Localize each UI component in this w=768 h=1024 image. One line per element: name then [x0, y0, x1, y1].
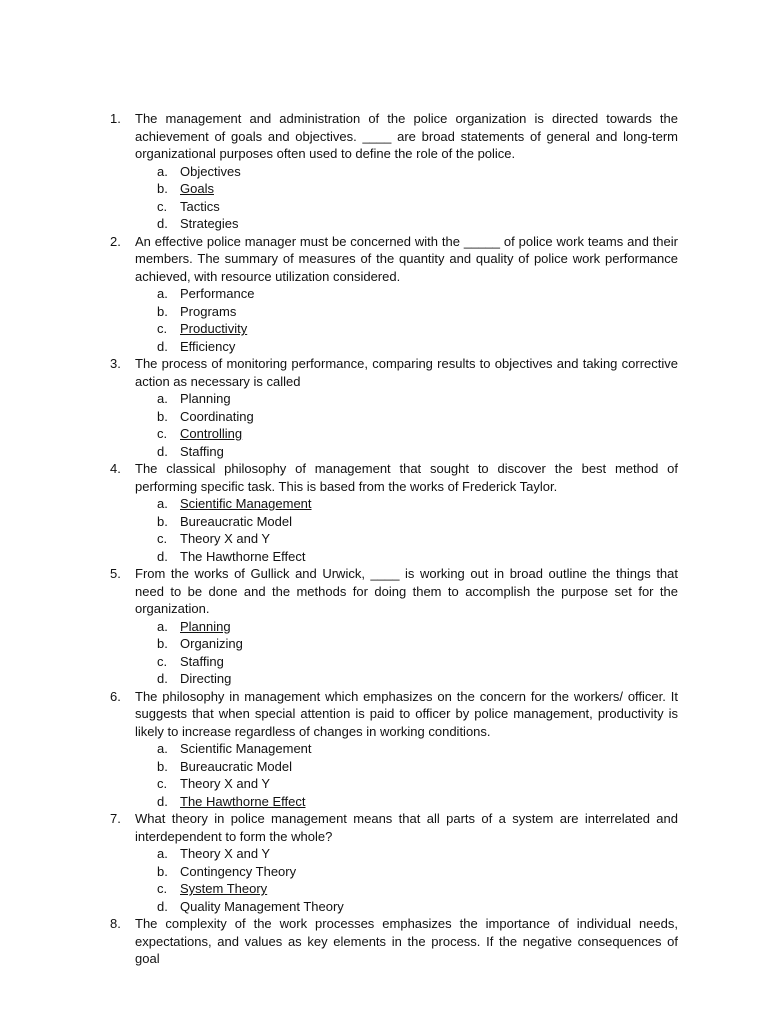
option-text-answer: Productivity: [180, 321, 248, 336]
option-item: [135, 215, 678, 233]
question-item: [110, 355, 678, 460]
option-item: [135, 775, 678, 793]
question-item: [110, 688, 678, 811]
option-item: [135, 443, 678, 461]
option-item: [135, 425, 678, 443]
question-item: [110, 565, 678, 688]
option-list: [135, 390, 678, 460]
option-text: Organizing: [180, 636, 243, 651]
option-text: Tactics: [180, 198, 220, 214]
option-letter: b.: [157, 513, 168, 529]
option-item: [135, 548, 678, 566]
question-body: [135, 110, 678, 233]
question-text: The process of monitoring performance, comparing results to objectives and taking corrective action as necessary is called: [135, 356, 678, 389]
option-letter: b.: [157, 863, 168, 879]
option-letter: b.: [157, 408, 168, 424]
option-item: [135, 618, 678, 636]
option-letter: b.: [157, 758, 168, 774]
option-item: [135, 180, 678, 198]
option-item: [135, 513, 678, 531]
option-letter: c.: [157, 881, 168, 896]
question-number: 6.: [110, 688, 121, 704]
option-text: Quality Management Theory: [180, 898, 344, 914]
question-item: [110, 915, 678, 968]
option-item: [135, 863, 678, 881]
option-item: [135, 495, 678, 513]
option-letter: c.: [157, 198, 168, 214]
option-letter: b.: [157, 181, 168, 196]
option-item: [135, 793, 678, 811]
option-item: [135, 898, 678, 916]
option-item: [135, 880, 678, 898]
option-letter: d.: [157, 338, 168, 354]
option-text: Strategies: [180, 216, 239, 231]
question-number: 5.: [110, 566, 121, 581]
option-item: [135, 320, 678, 338]
option-text: Scientific Management: [180, 741, 312, 756]
question-body: [135, 460, 678, 565]
question-body: [135, 915, 678, 968]
option-letter: d.: [157, 443, 168, 459]
option-item: [135, 845, 678, 863]
option-text: Bureaucratic Model: [180, 513, 292, 529]
option-item: [135, 163, 678, 181]
question-body: [135, 355, 678, 460]
question-text: The complexity of the work processes emphasizes the importance of individual needs, expectations, and values as key elements in the process. If the negative consequences of goal: [135, 916, 678, 966]
option-letter: c.: [157, 776, 168, 791]
question-number: 7.: [110, 811, 121, 826]
option-text: Coordinating: [180, 408, 254, 424]
option-letter: d.: [157, 548, 168, 564]
option-text: Staffing: [180, 653, 224, 669]
option-text: Staffing: [180, 443, 224, 459]
option-list: [135, 495, 678, 565]
question-number: 4.: [110, 461, 121, 476]
option-text-answer: System Theory: [180, 881, 268, 896]
option-letter: a.: [157, 741, 168, 756]
option-text: Bureaucratic Model: [180, 758, 292, 774]
option-text: Directing: [180, 671, 232, 686]
question-body: [135, 233, 678, 356]
option-item: [135, 740, 678, 758]
question-text: The management and administration of the police organization is directed towards the achievement of goals and objectives. ____ are broad statements of general and long-term organizational purposes often used to define the role of the police.: [135, 111, 678, 161]
option-item: [135, 303, 678, 321]
option-letter: a.: [157, 391, 168, 406]
question-text: An effective police manager must be concerned with the _____ of police work teams and their members. The summary of measures of the quantity and quality of police work performance achieved, with resource utilization considered.: [135, 233, 678, 284]
option-list: [135, 618, 678, 688]
option-letter: c.: [157, 426, 168, 441]
option-item: [135, 758, 678, 776]
option-text: Performance: [180, 286, 255, 301]
option-letter: d.: [157, 898, 168, 914]
option-letter: d.: [157, 216, 168, 231]
question-number: 1.: [110, 111, 121, 126]
option-item: [135, 198, 678, 216]
question-text: What theory in police management means that all parts of a system are interrelated and interdependent to form the whole?: [135, 811, 678, 844]
option-item: [135, 670, 678, 688]
option-text-answer: Controlling: [180, 426, 243, 441]
option-text: Programs: [180, 303, 237, 319]
question-body: [135, 688, 678, 811]
option-text: Contingency Theory: [180, 863, 297, 879]
question-number: 3.: [110, 356, 121, 371]
option-letter: c.: [157, 321, 168, 336]
option-letter: a.: [157, 163, 168, 179]
option-item: [135, 408, 678, 426]
option-text-answer: Scientific Management: [180, 496, 312, 511]
option-letter: c.: [157, 653, 168, 669]
question-item: [110, 110, 678, 233]
option-text: Theory X and Y: [180, 776, 271, 791]
option-text: Efficiency: [180, 338, 236, 354]
option-item: [135, 653, 678, 671]
option-text: Planning: [180, 391, 231, 406]
question-number: 8.: [110, 916, 121, 931]
option-letter: a.: [157, 496, 168, 511]
option-item: [135, 285, 678, 303]
question-item: [110, 810, 678, 915]
question-item: [110, 460, 678, 565]
option-text: Theory X and Y: [180, 846, 271, 861]
option-letter: d.: [157, 671, 168, 686]
option-list: [135, 845, 678, 915]
option-text-answer: Goals: [180, 181, 214, 196]
option-letter: a.: [157, 618, 168, 634]
option-letter: b.: [157, 636, 168, 651]
option-item: [135, 338, 678, 356]
option-text: The Hawthorne Effect: [180, 548, 306, 564]
option-list: [135, 740, 678, 810]
question-text: The philosophy in management which emphasizes on the concern for the workers/ officer. It suggests that when special attention is paid to officer by police management, productivity is likely to increase regardless of changes in working conditions.: [135, 688, 678, 739]
option-item: [135, 390, 678, 408]
question-text: The classical philosophy of management that sought to discover the best method of performing specific task. This is based from the works of Frederick Taylor.: [135, 461, 678, 494]
option-list: [135, 163, 678, 233]
option-text: Theory X and Y: [180, 531, 271, 546]
option-letter: d.: [157, 793, 168, 809]
option-letter: c.: [157, 531, 168, 546]
question-body: [135, 810, 678, 915]
question-body: [135, 565, 678, 688]
question-list: [110, 110, 678, 968]
question-number: 2.: [110, 233, 121, 249]
option-letter: a.: [157, 286, 168, 301]
option-item: [135, 530, 678, 548]
option-text: Objectives: [180, 163, 241, 179]
option-list: [135, 285, 678, 355]
option-text-answer: Planning: [180, 618, 231, 634]
question-text: From the works of Gullick and Urwick, ____ is working out in broad outline the things that need to be done and the methods for doing them to accomplish the purpose set for the organization.: [135, 566, 678, 616]
option-item: [135, 635, 678, 653]
option-letter: b.: [157, 303, 168, 319]
question-item: [110, 233, 678, 356]
option-text-answer: The Hawthorne Effect: [180, 793, 306, 809]
option-letter: a.: [157, 846, 168, 861]
